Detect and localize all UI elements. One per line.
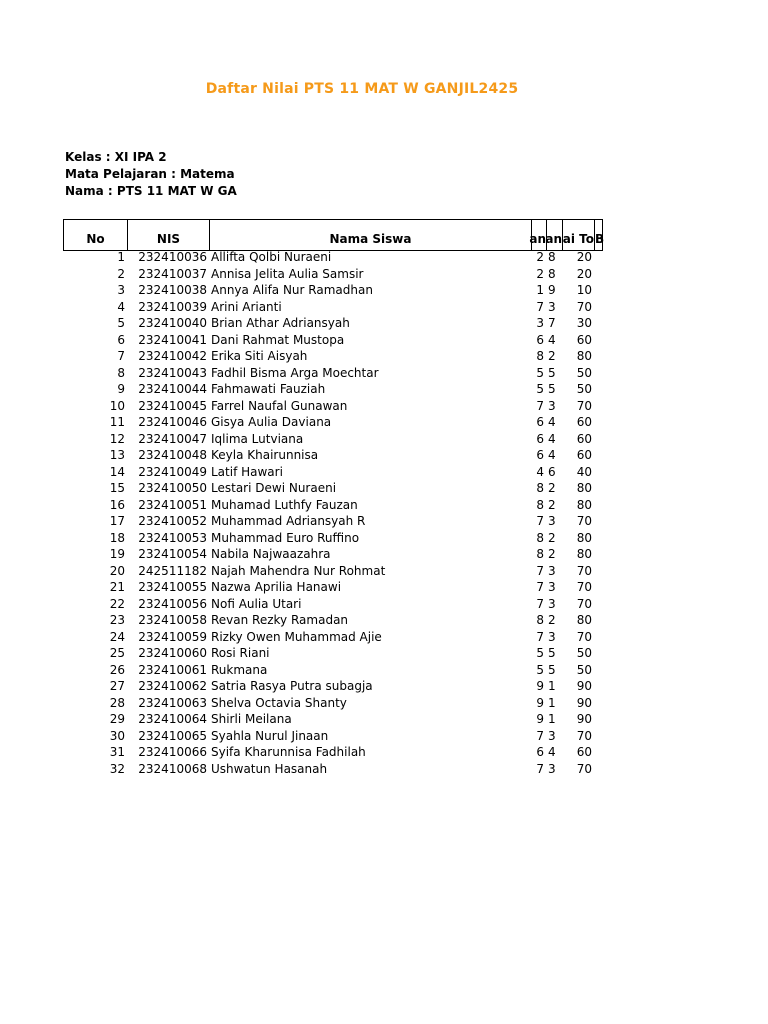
table-row: [0, 744, 768, 761]
student-name: Rizky Owen Muhammad Ajie: [211, 629, 382, 644]
exam-name-label: Nama : PTS 11 MAT W GA: [65, 184, 237, 198]
student-no: 6: [117, 332, 125, 347]
header-nis: NIS: [127, 219, 209, 251]
student-wrong: 1: [548, 695, 556, 710]
student-nis: 232410037: [138, 266, 207, 281]
student-no: 20: [109, 563, 125, 578]
student-correct: 7: [536, 299, 544, 314]
student-name: Satria Rasya Putra subagja: [211, 679, 373, 693]
student-wrong: 3: [548, 398, 556, 413]
student-correct: 7: [536, 728, 544, 743]
student-wrong: 6: [548, 464, 556, 479]
student-correct: 7: [536, 580, 544, 594]
student-wrong: 5: [548, 365, 556, 380]
student-no: 17: [109, 514, 125, 528]
student-score: 70: [576, 629, 592, 644]
student-wrong: 3: [548, 299, 556, 314]
student-nis: 232410055: [138, 580, 207, 594]
student-correct: 7: [536, 596, 544, 611]
student-nis: 232410053: [138, 530, 207, 545]
table-row: [0, 299, 768, 316]
table-row: [0, 612, 768, 629]
student-wrong: 8: [548, 250, 556, 264]
student-no: 31: [109, 745, 125, 759]
student-score: 20: [576, 250, 592, 264]
student-name: Rosi Riani: [211, 646, 270, 660]
student-score: 80: [576, 613, 592, 627]
student-no: 1: [117, 250, 125, 264]
header-salah: an: [546, 219, 562, 251]
student-score: 70: [576, 728, 592, 743]
student-correct: 2: [536, 250, 544, 264]
student-nis: 232410059: [138, 629, 207, 644]
student-no: 9: [117, 382, 125, 396]
student-correct: 1: [536, 283, 544, 297]
student-wrong: 3: [548, 580, 556, 594]
table-row: [0, 546, 768, 563]
student-nis: 232410058: [138, 613, 207, 627]
student-nis: 232410062: [138, 679, 207, 693]
student-name: Najah Mahendra Nur Rohmat: [211, 563, 386, 578]
student-score: 70: [576, 398, 592, 413]
student-score: 60: [576, 415, 592, 429]
student-no: 32: [109, 761, 125, 776]
student-wrong: 2: [548, 481, 556, 495]
student-no: 10: [109, 398, 125, 413]
student-name: Latif Hawari: [211, 464, 283, 479]
header-nilai-total: ai To: [562, 219, 594, 251]
student-nis: 232410049: [138, 464, 207, 479]
class-label: Kelas : XI IPA 2: [65, 150, 167, 164]
table-row: [0, 513, 768, 530]
table-row: [0, 332, 768, 349]
student-correct: 7: [536, 398, 544, 413]
student-no: 29: [109, 712, 125, 726]
student-correct: 5: [536, 646, 544, 660]
student-no: 30: [109, 728, 125, 743]
student-no: 3: [117, 283, 125, 297]
student-name: Rukmana: [211, 662, 268, 677]
student-nis: 232410050: [138, 481, 207, 495]
student-wrong: 9: [548, 283, 556, 297]
student-score: 50: [576, 662, 592, 677]
student-nis: 232410063: [138, 695, 207, 710]
table-row: [0, 530, 768, 547]
student-wrong: 4: [548, 431, 556, 446]
student-nis: 232410054: [138, 547, 207, 561]
table-row: [0, 695, 768, 712]
student-score: 60: [576, 431, 592, 446]
student-correct: 6: [536, 415, 544, 429]
student-name: Annisa Jelita Aulia Samsir: [211, 266, 364, 281]
student-name: Dani Rahmat Mustopa: [211, 332, 345, 347]
student-wrong: 5: [548, 646, 556, 660]
student-score: 70: [576, 563, 592, 578]
page-title: Daftar Nilai PTS 11 MAT W GANJIL2425: [205, 81, 519, 97]
student-nis: 232410068: [138, 761, 207, 776]
student-correct: 3: [536, 316, 544, 330]
student-name: Annya Alifa Nur Ramadhan: [211, 283, 373, 297]
student-nis: 232410042: [138, 349, 207, 363]
student-score: 50: [576, 646, 592, 660]
student-nis: 232410065: [138, 728, 207, 743]
student-wrong: 4: [548, 448, 556, 462]
student-correct: 7: [536, 761, 544, 776]
student-wrong: 2: [548, 547, 556, 561]
student-nis: 232410048: [138, 448, 207, 462]
table-row: [0, 761, 768, 778]
table-row: [0, 629, 768, 646]
header-benar: an: [531, 219, 546, 251]
table-row: [0, 414, 768, 431]
table-row: [0, 365, 768, 382]
student-correct: 8: [536, 547, 544, 561]
student-score: 70: [576, 299, 592, 314]
table-row: [0, 348, 768, 365]
student-score: 30: [576, 316, 592, 330]
table-row: [0, 464, 768, 481]
student-nis: 232410036: [138, 250, 207, 264]
student-score: 40: [576, 464, 592, 479]
student-name: Lestari Dewi Nuraeni: [211, 481, 337, 495]
student-score: 80: [576, 547, 592, 561]
student-nis: 232410052: [138, 514, 207, 528]
student-correct: 7: [536, 514, 544, 528]
student-wrong: 3: [548, 728, 556, 743]
student-wrong: 2: [548, 613, 556, 627]
student-name: Allifta Qolbi Nuraeni: [211, 250, 332, 264]
student-no: 27: [109, 679, 125, 693]
student-name: Farrel Naufal Gunawan: [211, 398, 348, 413]
student-name: Shelva Octavia Shanty: [211, 695, 347, 710]
student-correct: 6: [536, 332, 544, 347]
student-nis: 232410056: [138, 596, 207, 611]
student-no: 15: [109, 481, 125, 495]
student-wrong: 3: [548, 514, 556, 528]
student-wrong: 5: [548, 662, 556, 677]
table-row: [0, 398, 768, 415]
student-wrong: 2: [548, 497, 556, 512]
student-no: 8: [117, 365, 125, 380]
student-name: Nofi Aulia Utari: [211, 596, 302, 611]
student-nis: 232410047: [138, 431, 207, 446]
header-nama-siswa: Nama Siswa: [209, 219, 531, 251]
table-row: [0, 563, 768, 580]
student-score: 20: [576, 266, 592, 281]
student-nis: 242511182: [138, 563, 207, 578]
table-row: [0, 315, 768, 332]
student-no: 13: [109, 448, 125, 462]
student-no: 26: [109, 662, 125, 677]
student-correct: 8: [536, 349, 544, 363]
student-correct: 9: [536, 712, 544, 726]
student-correct: 5: [536, 365, 544, 380]
student-name: Brian Athar Adriansyah: [211, 316, 350, 330]
student-name: Shirli Meilana: [211, 712, 292, 726]
header-no: No: [63, 219, 127, 251]
student-score: 50: [576, 365, 592, 380]
header-extra: B: [594, 219, 603, 251]
student-correct: 6: [536, 431, 544, 446]
student-wrong: 3: [548, 596, 556, 611]
table-row: [0, 282, 768, 299]
student-correct: 5: [536, 382, 544, 396]
table-row: [0, 678, 768, 695]
student-name: Nazwa Aprilia Hanawi: [211, 580, 342, 594]
student-name: Nabila Najwaazahra: [211, 547, 331, 561]
student-correct: 6: [536, 448, 544, 462]
student-score: 60: [576, 332, 592, 347]
student-score: 70: [576, 596, 592, 611]
student-name: Keyla Khairunnisa: [211, 448, 319, 462]
student-no: 2: [117, 266, 125, 281]
student-nis: 232410043: [138, 365, 207, 380]
student-name: Muhammad Adriansyah R: [211, 514, 366, 528]
table-row: [0, 662, 768, 679]
student-correct: 8: [536, 497, 544, 512]
student-nis: 232410051: [138, 497, 207, 512]
student-name: Gisya Aulia Daviana: [211, 415, 332, 429]
table-row: [0, 431, 768, 448]
student-score: 80: [576, 497, 592, 512]
student-correct: 9: [536, 679, 544, 693]
student-wrong: 5: [548, 382, 556, 396]
student-score: 90: [576, 679, 592, 693]
subject-label: Mata Pelajaran : Matema: [65, 167, 235, 181]
student-wrong: 1: [548, 712, 556, 726]
student-wrong: 8: [548, 266, 556, 281]
student-nis: 232410040: [138, 316, 207, 330]
student-wrong: 3: [548, 629, 556, 644]
table-row: [0, 728, 768, 745]
student-no: 23: [109, 613, 125, 627]
student-name: Fahmawati Fauziah: [211, 382, 326, 396]
student-wrong: 7: [548, 316, 556, 330]
student-score: 60: [576, 448, 592, 462]
student-nis: 232410046: [138, 415, 207, 429]
student-correct: 6: [536, 745, 544, 759]
student-name: Iqlima Lutviana: [211, 431, 304, 446]
student-name: Erika Siti Aisyah: [211, 349, 308, 363]
student-correct: 8: [536, 613, 544, 627]
student-no: 22: [109, 596, 125, 611]
student-score: 70: [576, 514, 592, 528]
student-name: Syahla Nurul Jinaan: [211, 728, 329, 743]
student-no: 16: [109, 497, 125, 512]
table-row: [0, 711, 768, 728]
table-row: [0, 381, 768, 398]
student-no: 4: [117, 299, 125, 314]
student-correct: 9: [536, 695, 544, 710]
student-score: 70: [576, 761, 592, 776]
student-nis: 232410041: [138, 332, 207, 347]
student-correct: 2: [536, 266, 544, 281]
student-no: 25: [109, 646, 125, 660]
student-no: 19: [109, 547, 125, 561]
student-nis: 232410044: [138, 382, 207, 396]
student-wrong: 2: [548, 530, 556, 545]
student-nis: 232410066: [138, 745, 207, 759]
student-nis: 232410064: [138, 712, 207, 726]
student-correct: 8: [536, 481, 544, 495]
student-no: 14: [109, 464, 125, 479]
student-correct: 7: [536, 563, 544, 578]
student-no: 5: [117, 316, 125, 330]
student-score: 80: [576, 530, 592, 545]
student-nis: 232410045: [138, 398, 207, 413]
student-wrong: 4: [548, 332, 556, 347]
student-nis: 232410038: [138, 283, 207, 297]
student-name: Muhammad Euro Ruffino: [211, 530, 360, 545]
student-name: Arini Arianti: [211, 299, 282, 314]
student-no: 24: [109, 629, 125, 644]
student-no: 7: [117, 349, 125, 363]
student-no: 28: [109, 695, 125, 710]
student-nis: 232410060: [138, 646, 207, 660]
student-wrong: 3: [548, 563, 556, 578]
student-wrong: 4: [548, 745, 556, 759]
student-score: 80: [576, 481, 592, 495]
student-score: 50: [576, 382, 592, 396]
student-name: Muhamad Luthfy Fauzan: [211, 497, 358, 512]
student-no: 18: [109, 530, 125, 545]
student-name: Fadhil Bisma Arga Moechtar: [211, 365, 379, 380]
student-score: 60: [576, 745, 592, 759]
table-row: [0, 266, 768, 283]
student-no: 11: [109, 415, 125, 429]
student-no: 12: [109, 431, 125, 446]
student-name: Ushwatun Hasanah: [211, 761, 328, 776]
student-correct: 8: [536, 530, 544, 545]
student-correct: 7: [536, 629, 544, 644]
student-score: 90: [576, 712, 592, 726]
student-name: Revan Rezky Ramadan: [211, 613, 349, 627]
table-row: [0, 249, 768, 266]
student-name: Syifa Kharunnisa Fadhilah: [211, 745, 366, 759]
table-row: [0, 480, 768, 497]
student-wrong: 2: [548, 349, 556, 363]
table-row: [0, 447, 768, 464]
student-score: 80: [576, 349, 592, 363]
student-wrong: 4: [548, 415, 556, 429]
student-wrong: 1: [548, 679, 556, 693]
table-row: [0, 645, 768, 662]
table-row: [0, 596, 768, 613]
student-correct: 5: [536, 662, 544, 677]
student-correct: 4: [536, 464, 544, 479]
student-score: 10: [576, 283, 592, 297]
student-nis: 232410061: [138, 662, 207, 677]
student-score: 90: [576, 695, 592, 710]
student-score: 70: [576, 580, 592, 594]
student-wrong: 3: [548, 761, 556, 776]
student-nis: 232410039: [138, 299, 207, 314]
table-row: [0, 497, 768, 514]
student-no: 21: [109, 580, 125, 594]
table-row: [0, 579, 768, 596]
